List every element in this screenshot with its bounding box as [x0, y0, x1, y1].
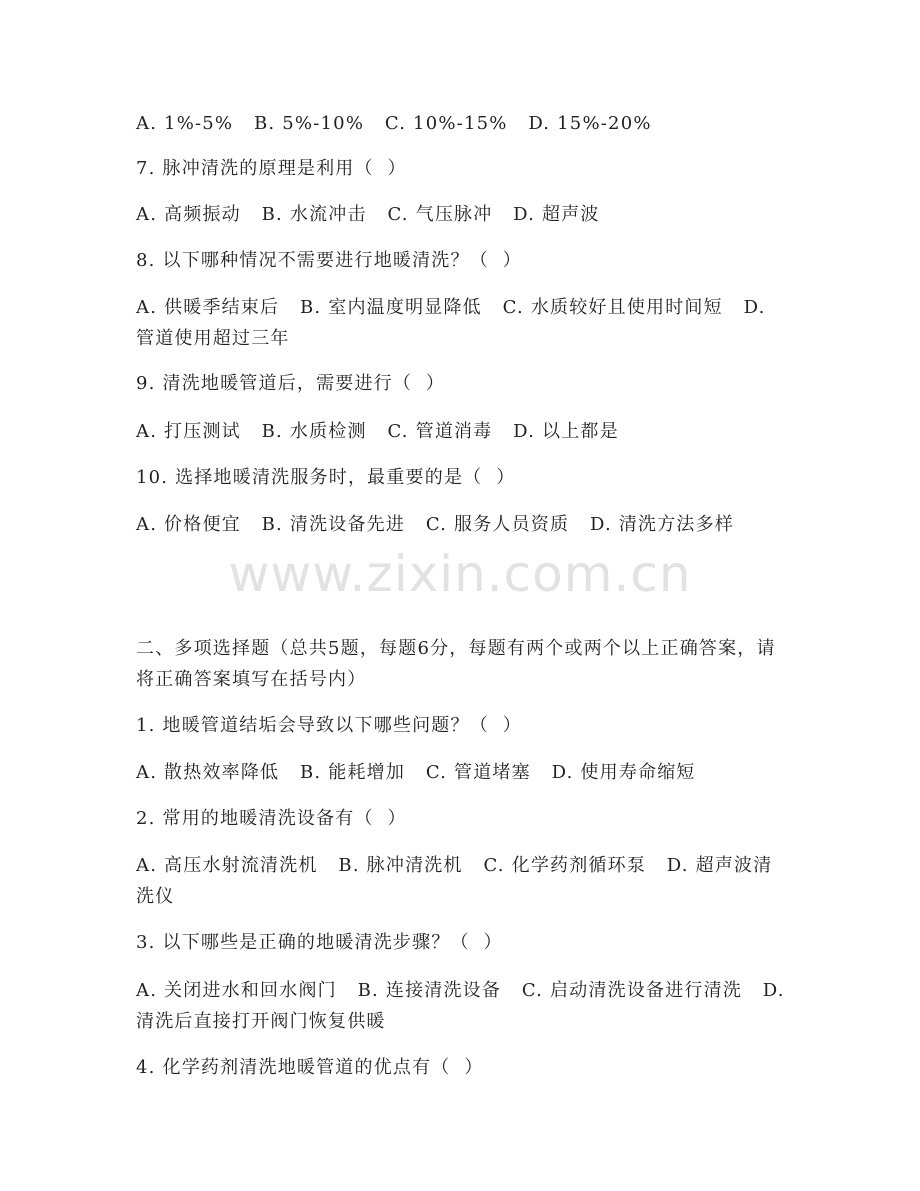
mc-question-2-stem: 2. 常用的地暖清洗设备有（ ） — [136, 808, 407, 829]
question-7-stem: 7. 脉冲清洗的原理是利用（ ） — [136, 158, 407, 179]
mc-question-3-stem: 3. 以下哪些是正确的地暖清洗步骤？（ ） — [136, 932, 503, 953]
question-9-stem: 9. 清洗地暖管道后，需要进行（ ） — [136, 373, 446, 394]
question-6-options: A. 1%-5% B. 5%-10% C. 10%-15% D. 15%-20% — [136, 113, 652, 134]
mc-question-4-stem: 4. 化学药剂清洗地暖管道的优点有（ ） — [136, 1057, 484, 1078]
question-8-stem: 8. 以下哪种情况不需要进行地暖清洗？（ ） — [136, 250, 522, 271]
mc-question-3-options: A. 关闭进水和回水阀门 B. 连接清洗设备 C. 启动清洗设备进行清洗 D. 清洗后直接打开阀门恢复供暖 — [136, 980, 792, 1032]
mc-question-2-options: A. 高压水射流清洗机 B. 脉冲清洗机 C. 化学药剂循环泵 D. 超声波清洗仪 — [136, 855, 773, 907]
section-heading-multiple-choice: 二、多项选择题（总共5题，每题6分，每题有两个或两个以上正确答案，请将正确答案填写在括号内） — [136, 638, 776, 690]
mc-question-1-options: A. 散热效率降低 B. 能耗增加 C. 管道堵塞 D. 使用寿命缩短 — [136, 762, 696, 783]
question-9-options: A. 打压测试 B. 水质检测 C. 管道消毒 D. 以上都是 — [136, 421, 619, 442]
question-8-options: A. 供暖季结束后 B. 室内温度明显降低 C. 水质较好且使用时间短 D. 管道使用超过三年 — [136, 297, 773, 349]
question-10-options: A. 价格便宜 B. 清洗设备先进 C. 服务人员资质 D. 清洗方法多样 — [136, 514, 735, 535]
mc-question-1-stem: 1. 地暖管道结垢会导致以下哪些问题？（ ） — [136, 715, 522, 736]
question-7-options: A. 高频振动 B. 水流冲击 C. 气压脉冲 D. 超声波 — [136, 204, 600, 225]
watermark: www.zixin.com.cn — [228, 545, 692, 603]
question-10-stem: 10. 选择地暖清洗服务时，最重要的是（ ） — [136, 467, 516, 488]
